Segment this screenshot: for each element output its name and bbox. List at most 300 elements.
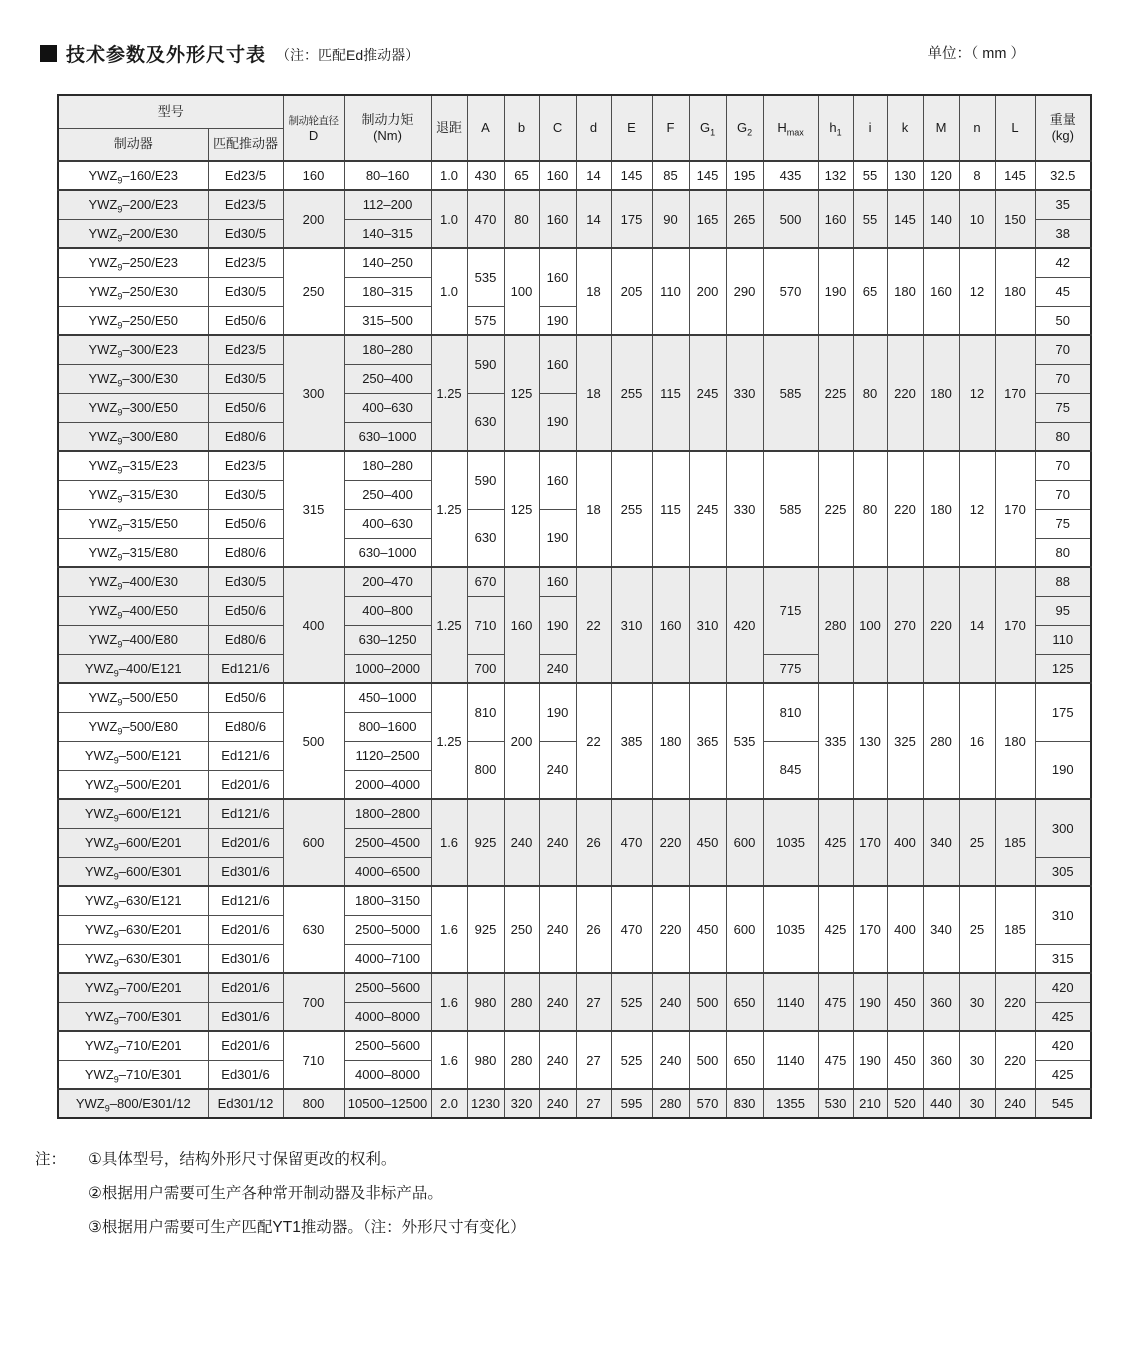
cell-w: 110 xyxy=(1035,625,1091,654)
cell-k: 145 xyxy=(887,190,923,248)
cell-m: $YWZ_9-630/E121$ xyxy=(58,886,208,915)
table-row xyxy=(58,799,1091,828)
cell-a: Ed50/6 xyxy=(208,393,283,422)
cell-k: 270 xyxy=(887,567,923,683)
cell-L: 150 xyxy=(995,190,1035,248)
col-header-b: b xyxy=(504,95,539,161)
cell-n: 10 xyxy=(959,190,995,248)
cell-w: 425 xyxy=(1035,1002,1091,1031)
col-header-model-group: 型号 xyxy=(58,95,283,128)
cell-k: 325 xyxy=(887,683,923,799)
table-row xyxy=(58,335,1091,364)
cell-b: 125 xyxy=(504,451,539,567)
cell-w: 80 xyxy=(1035,538,1091,567)
cell-C: 240 xyxy=(539,654,576,683)
cell-E: 525 xyxy=(611,1031,652,1089)
cell-b: 320 xyxy=(504,1089,539,1118)
col-header-torque: 制动力矩 (Nm) xyxy=(344,95,431,161)
cell-D: 600 xyxy=(283,799,344,886)
col-header-C: C xyxy=(539,95,576,161)
cell-M: 280 xyxy=(923,683,959,799)
cell-F: 115 xyxy=(652,335,689,451)
col-header-actuator: 匹配推动器 xyxy=(208,128,283,161)
cell-Hm: 1355 xyxy=(763,1089,818,1118)
cell-L: 220 xyxy=(995,1031,1035,1089)
cell-tq: 250–400 xyxy=(344,480,431,509)
cell-M: 160 xyxy=(923,248,959,335)
cell-a: Ed50/6 xyxy=(208,306,283,335)
cell-m: $YWZ_9-200/E30$ xyxy=(58,219,208,248)
cell-b: 160 xyxy=(504,567,539,683)
cell-w: 300 xyxy=(1035,799,1091,857)
cell-L: 185 xyxy=(995,886,1035,973)
cell-E: 385 xyxy=(611,683,652,799)
cell-M: 180 xyxy=(923,451,959,567)
cell-C: 190 xyxy=(539,683,576,741)
cell-E: 145 xyxy=(611,161,652,190)
table-header xyxy=(58,95,1091,161)
cell-m: $YWZ_9-710/E201$ xyxy=(58,1031,208,1060)
cell-a: Ed30/5 xyxy=(208,219,283,248)
cell-D: 700 xyxy=(283,973,344,1031)
cell-w: 95 xyxy=(1035,596,1091,625)
cell-M: 360 xyxy=(923,1031,959,1089)
cell-a: Ed23/5 xyxy=(208,161,283,190)
cell-tq: 200–470 xyxy=(344,567,431,596)
cell-m: $YWZ_9-700/E301$ xyxy=(58,1002,208,1031)
cell-G1: 570 xyxy=(689,1089,726,1118)
cell-w: 125 xyxy=(1035,654,1091,683)
cell-M: 140 xyxy=(923,190,959,248)
cell-F: 90 xyxy=(652,190,689,248)
cell-m: $YWZ_9-200/E23$ xyxy=(58,190,208,219)
cell-Hm: 585 xyxy=(763,451,818,567)
cell-d: 22 xyxy=(576,567,611,683)
col-header-k: k xyxy=(887,95,923,161)
cell-tq: 180–280 xyxy=(344,451,431,480)
cell-b: 250 xyxy=(504,886,539,973)
cell-d: 26 xyxy=(576,799,611,886)
cell-tq: 2000–4000 xyxy=(344,770,431,799)
table-row xyxy=(58,190,1091,219)
cell-L: 185 xyxy=(995,799,1035,886)
cell-L: 180 xyxy=(995,248,1035,335)
cell-C: 240 xyxy=(539,741,576,799)
cell-Hm: 570 xyxy=(763,248,818,335)
cell-F: 180 xyxy=(652,683,689,799)
cell-F: 115 xyxy=(652,451,689,567)
cell-D: 400 xyxy=(283,567,344,683)
cell-h1: 335 xyxy=(818,683,853,799)
cell-w: 38 xyxy=(1035,219,1091,248)
cell-cl: 1.0 xyxy=(431,190,467,248)
cell-b: 280 xyxy=(504,1031,539,1089)
cell-G2: 830 xyxy=(726,1089,763,1118)
cell-n: 30 xyxy=(959,1089,995,1118)
cell-G1: 500 xyxy=(689,973,726,1031)
cell-h1: 225 xyxy=(818,451,853,567)
cell-E: 470 xyxy=(611,886,652,973)
cell-m: $YWZ_9-315/E30$ xyxy=(58,480,208,509)
cell-d: 18 xyxy=(576,335,611,451)
cell-tq: 800–1600 xyxy=(344,712,431,741)
cell-cl: 1.6 xyxy=(431,1031,467,1089)
col-header-E: E xyxy=(611,95,652,161)
cell-b: 200 xyxy=(504,683,539,799)
cell-A: 980 xyxy=(467,1031,504,1089)
cell-cl: 1.25 xyxy=(431,451,467,567)
cell-L: 240 xyxy=(995,1089,1035,1118)
cell-G1: 245 xyxy=(689,335,726,451)
cell-cl: 1.6 xyxy=(431,973,467,1031)
cell-C: 160 xyxy=(539,451,576,509)
note-line xyxy=(35,1211,1145,1245)
cell-A: 810 xyxy=(467,683,504,741)
title-bar xyxy=(40,40,1025,67)
cell-a: Ed121/6 xyxy=(208,799,283,828)
cell-m: $YWZ_9-300/E50$ xyxy=(58,393,208,422)
unit-label: 单位：（ mm ） xyxy=(927,46,1025,62)
cell-m: $YWZ_9-710/E301$ xyxy=(58,1060,208,1089)
table-body xyxy=(58,161,1091,1118)
cell-Hm: 1140 xyxy=(763,973,818,1031)
cell-h1: 425 xyxy=(818,799,853,886)
cell-tq: 1800–3150 xyxy=(344,886,431,915)
cell-A: 925 xyxy=(467,799,504,886)
cell-G2: 330 xyxy=(726,335,763,451)
cell-i: 190 xyxy=(853,973,887,1031)
cell-cl: 1.0 xyxy=(431,161,467,190)
cell-a: Ed30/5 xyxy=(208,364,283,393)
cell-d: 27 xyxy=(576,1089,611,1118)
cell-C: 160 xyxy=(539,335,576,393)
cell-tq: 315–500 xyxy=(344,306,431,335)
cell-E: 470 xyxy=(611,799,652,886)
col-header-G1: $G_1$ xyxy=(689,95,726,161)
cell-D: 300 xyxy=(283,335,344,451)
col-header-M: M xyxy=(923,95,959,161)
cell-m: $YWZ_9-160/E23$ xyxy=(58,161,208,190)
cell-tq: 400–630 xyxy=(344,509,431,538)
cell-a: Ed50/6 xyxy=(208,683,283,712)
cell-tq: 180–315 xyxy=(344,277,431,306)
cell-C: 160 xyxy=(539,567,576,596)
cell-A: 575 xyxy=(467,306,504,335)
col-header-d: d xyxy=(576,95,611,161)
cell-b: 80 xyxy=(504,190,539,248)
cell-tq: 140–315 xyxy=(344,219,431,248)
cell-w: 75 xyxy=(1035,393,1091,422)
cell-m: $YWZ_9-300/E30$ xyxy=(58,364,208,393)
cell-tq: 1800–2800 xyxy=(344,799,431,828)
cell-L: 145 xyxy=(995,161,1035,190)
cell-m: $YWZ_9-250/E23$ xyxy=(58,248,208,277)
cell-m: $YWZ_9-400/E80$ xyxy=(58,625,208,654)
cell-C: 160 xyxy=(539,248,576,306)
col-header-L: L xyxy=(995,95,1035,161)
cell-G2: 600 xyxy=(726,799,763,886)
cell-w: 70 xyxy=(1035,451,1091,480)
cell-D: 800 xyxy=(283,1089,344,1118)
cell-F: 85 xyxy=(652,161,689,190)
cell-A: 535 xyxy=(467,248,504,306)
cell-G2: 195 xyxy=(726,161,763,190)
cell-D: 710 xyxy=(283,1031,344,1089)
cell-w: 310 xyxy=(1035,886,1091,944)
cell-k: 220 xyxy=(887,335,923,451)
cell-G2: 330 xyxy=(726,451,763,567)
cell-Hm: 845 xyxy=(763,741,818,799)
col-header-weight: 重量 (kg) xyxy=(1035,95,1091,161)
cell-Hm: 500 xyxy=(763,190,818,248)
cell-d: 27 xyxy=(576,1031,611,1089)
cell-A: 925 xyxy=(467,886,504,973)
cell-b: 100 xyxy=(504,248,539,335)
cell-w: 420 xyxy=(1035,1031,1091,1060)
cell-D: 315 xyxy=(283,451,344,567)
cell-Hm: 1035 xyxy=(763,799,818,886)
cell-tq: 630–1250 xyxy=(344,625,431,654)
cell-w: 32.5 xyxy=(1035,161,1091,190)
cell-G1: 450 xyxy=(689,886,726,973)
title-left xyxy=(40,40,419,67)
note-item: ②根据用户需要可生产各种常开制动器及非标产品。 xyxy=(88,1185,443,1202)
cell-a: Ed301/6 xyxy=(208,857,283,886)
cell-L: 170 xyxy=(995,567,1035,683)
cell-h1: 190 xyxy=(818,248,853,335)
cell-h1: 280 xyxy=(818,567,853,683)
cell-w: 88 xyxy=(1035,567,1091,596)
col-header-h1: $h_1$ xyxy=(818,95,853,161)
cell-w: 70 xyxy=(1035,480,1091,509)
col-header-clearance: 退距 xyxy=(431,95,467,161)
cell-F: 240 xyxy=(652,1031,689,1089)
cell-A: 470 xyxy=(467,190,504,248)
cell-n: 12 xyxy=(959,451,995,567)
cell-G2: 650 xyxy=(726,1031,763,1089)
cell-A: 800 xyxy=(467,741,504,799)
cell-a: Ed80/6 xyxy=(208,712,283,741)
cell-m: $YWZ_9-600/E201$ xyxy=(58,828,208,857)
table-row xyxy=(58,886,1091,915)
notes xyxy=(35,1143,1145,1245)
cell-tq: 2500–5600 xyxy=(344,1031,431,1060)
cell-w: 70 xyxy=(1035,335,1091,364)
col-header-A: A xyxy=(467,95,504,161)
cell-G1: 310 xyxy=(689,567,726,683)
cell-a: Ed50/6 xyxy=(208,596,283,625)
cell-w: 305 xyxy=(1035,857,1091,886)
cell-k: 130 xyxy=(887,161,923,190)
cell-n: 12 xyxy=(959,335,995,451)
cell-a: Ed30/5 xyxy=(208,567,283,596)
cell-tq: 630–1000 xyxy=(344,538,431,567)
cell-M: 120 xyxy=(923,161,959,190)
cell-L: 170 xyxy=(995,451,1035,567)
cell-m: $YWZ_9-500/E201$ xyxy=(58,770,208,799)
cell-cl: 1.25 xyxy=(431,567,467,683)
cell-m: $YWZ_9-500/E80$ xyxy=(58,712,208,741)
cell-F: 220 xyxy=(652,799,689,886)
cell-w: 75 xyxy=(1035,509,1091,538)
cell-A: 590 xyxy=(467,335,504,393)
cell-tq: 630–1000 xyxy=(344,422,431,451)
cell-tq: 400–630 xyxy=(344,393,431,422)
cell-m: $YWZ_9-315/E23$ xyxy=(58,451,208,480)
cell-a: Ed23/5 xyxy=(208,451,283,480)
cell-a: Ed201/6 xyxy=(208,828,283,857)
cell-G2: 290 xyxy=(726,248,763,335)
cell-d: 18 xyxy=(576,451,611,567)
cell-cl: 1.25 xyxy=(431,683,467,799)
cell-w: 80 xyxy=(1035,422,1091,451)
cell-G1: 200 xyxy=(689,248,726,335)
cell-L: 170 xyxy=(995,335,1035,451)
cell-w: 70 xyxy=(1035,364,1091,393)
cell-tq: 4000–8000 xyxy=(344,1002,431,1031)
cell-cl: 1.6 xyxy=(431,886,467,973)
cell-k: 180 xyxy=(887,248,923,335)
cell-A: 430 xyxy=(467,161,504,190)
cell-i: 65 xyxy=(853,248,887,335)
cell-A: 1230 xyxy=(467,1089,504,1118)
cell-h1: 475 xyxy=(818,973,853,1031)
cell-M: 440 xyxy=(923,1089,959,1118)
cell-A: 630 xyxy=(467,509,504,567)
cell-a: Ed23/5 xyxy=(208,190,283,219)
cell-a: Ed201/6 xyxy=(208,770,283,799)
cell-tq: 2500–5000 xyxy=(344,915,431,944)
cell-i: 130 xyxy=(853,683,887,799)
cell-m: $YWZ_9-315/E80$ xyxy=(58,538,208,567)
cell-n: 16 xyxy=(959,683,995,799)
cell-a: Ed50/6 xyxy=(208,509,283,538)
cell-cl: 1.25 xyxy=(431,335,467,451)
cell-F: 280 xyxy=(652,1089,689,1118)
cell-E: 255 xyxy=(611,335,652,451)
cell-a: Ed30/5 xyxy=(208,480,283,509)
cell-C: 240 xyxy=(539,973,576,1031)
cell-G1: 450 xyxy=(689,799,726,886)
cell-w: 45 xyxy=(1035,277,1091,306)
cell-cl: 1.0 xyxy=(431,248,467,335)
cell-M: 360 xyxy=(923,973,959,1031)
cell-M: 340 xyxy=(923,886,959,973)
cell-a: Ed121/6 xyxy=(208,741,283,770)
cell-tq: 4000–6500 xyxy=(344,857,431,886)
section-marker-icon xyxy=(40,45,57,62)
cell-G2: 650 xyxy=(726,973,763,1031)
cell-F: 160 xyxy=(652,567,689,683)
cell-G1: 245 xyxy=(689,451,726,567)
cell-tq: 4000–8000 xyxy=(344,1060,431,1089)
cell-G2: 535 xyxy=(726,683,763,799)
cell-w: 425 xyxy=(1035,1060,1091,1089)
cell-m: $YWZ_9-400/E30$ xyxy=(58,567,208,596)
cell-n: 25 xyxy=(959,886,995,973)
note-line xyxy=(35,1143,1145,1177)
cell-F: 220 xyxy=(652,886,689,973)
table-row xyxy=(58,567,1091,596)
cell-D: 200 xyxy=(283,190,344,248)
cell-A: 670 xyxy=(467,567,504,596)
table-row xyxy=(58,1031,1091,1060)
cell-n: 30 xyxy=(959,973,995,1031)
cell-m: $YWZ_9-630/E201$ xyxy=(58,915,208,944)
cell-A: 700 xyxy=(467,654,504,683)
cell-F: 110 xyxy=(652,248,689,335)
cell-n: 25 xyxy=(959,799,995,886)
cell-tq: 2500–4500 xyxy=(344,828,431,857)
cell-A: 980 xyxy=(467,973,504,1031)
cell-w: 50 xyxy=(1035,306,1091,335)
cell-m: $YWZ_9-630/E301$ xyxy=(58,944,208,973)
cell-M: 180 xyxy=(923,335,959,451)
cell-a: Ed121/6 xyxy=(208,886,283,915)
cell-k: 220 xyxy=(887,451,923,567)
cell-D: 630 xyxy=(283,886,344,973)
cell-a: Ed80/6 xyxy=(208,538,283,567)
cell-d: 14 xyxy=(576,190,611,248)
table-row xyxy=(58,248,1091,277)
cell-E: 525 xyxy=(611,973,652,1031)
col-header-G2: $G_2$ xyxy=(726,95,763,161)
cell-m: $YWZ_9-250/E50$ xyxy=(58,306,208,335)
cell-n: 30 xyxy=(959,1031,995,1089)
cell-a: Ed201/6 xyxy=(208,973,283,1002)
cell-Hm: 585 xyxy=(763,335,818,451)
cell-M: 220 xyxy=(923,567,959,683)
page-title: 技术参数及外形尺寸表 xyxy=(66,45,267,66)
col-header-Hmax: $H_{max}$ xyxy=(763,95,818,161)
cell-E: 175 xyxy=(611,190,652,248)
cell-a: Ed301/6 xyxy=(208,1060,283,1089)
cell-C: 240 xyxy=(539,1031,576,1089)
cell-C: 190 xyxy=(539,306,576,335)
cell-C: 160 xyxy=(539,190,576,248)
cell-i: 170 xyxy=(853,886,887,973)
cell-k: 400 xyxy=(887,886,923,973)
cell-b: 125 xyxy=(504,335,539,451)
cell-n: 12 xyxy=(959,248,995,335)
cell-w: 545 xyxy=(1035,1089,1091,1118)
cell-C: 190 xyxy=(539,393,576,451)
cell-Hm: 1140 xyxy=(763,1031,818,1089)
cell-tq: 400–800 xyxy=(344,596,431,625)
cell-tq: 450–1000 xyxy=(344,683,431,712)
table-row xyxy=(58,161,1091,190)
cell-k: 450 xyxy=(887,1031,923,1089)
cell-i: 170 xyxy=(853,799,887,886)
cell-b: 65 xyxy=(504,161,539,190)
cell-a: Ed201/6 xyxy=(208,1031,283,1060)
cell-k: 400 xyxy=(887,799,923,886)
cell-G1: 145 xyxy=(689,161,726,190)
cell-G1: 500 xyxy=(689,1031,726,1089)
cell-E: 255 xyxy=(611,451,652,567)
cell-d: 27 xyxy=(576,973,611,1031)
cell-L: 220 xyxy=(995,973,1035,1031)
cell-cl: 2.0 xyxy=(431,1089,467,1118)
cell-m: $YWZ_9-400/E121$ xyxy=(58,654,208,683)
table-row xyxy=(58,1089,1091,1118)
cell-G1: 165 xyxy=(689,190,726,248)
cell-m: $YWZ_9-600/E301$ xyxy=(58,857,208,886)
cell-Hm: 775 xyxy=(763,654,818,683)
cell-Hm: 1035 xyxy=(763,886,818,973)
cell-D: 500 xyxy=(283,683,344,799)
cell-m: $YWZ_9-700/E201$ xyxy=(58,973,208,1002)
